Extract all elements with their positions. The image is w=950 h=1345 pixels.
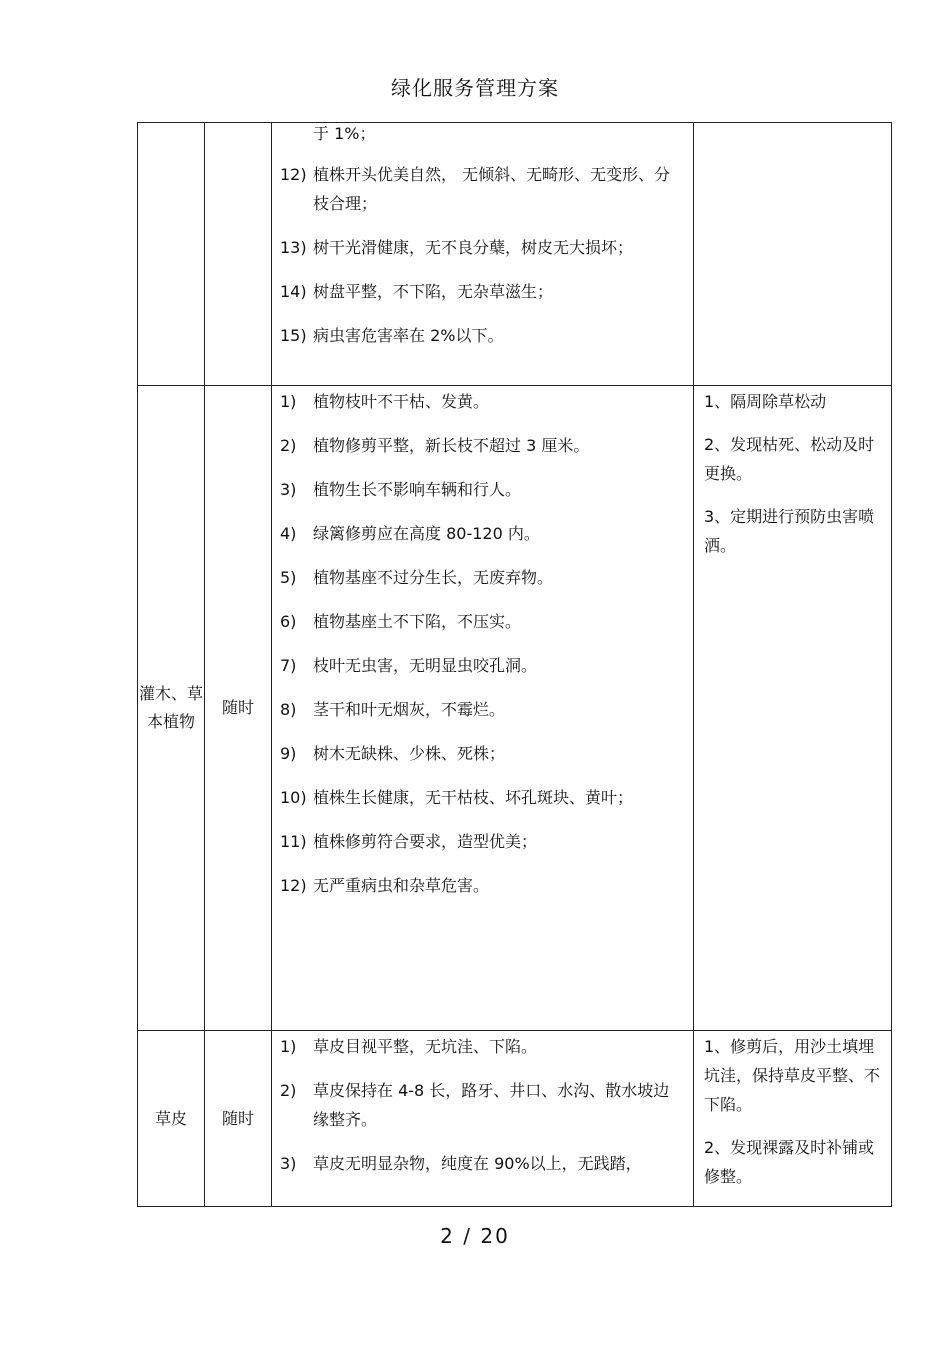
item-text: 植物基座土不下陷，不压实。 (313, 612, 522, 631)
list-item (280, 783, 685, 812)
item-text: 无严重病虫和杂草危害。 (313, 876, 490, 895)
category-cell: 灌木、草本植物 (138, 386, 205, 1031)
item-number: 2) (280, 436, 297, 455)
page-number (0, 1224, 950, 1248)
item-text: 树盘平整，不下陷，无杂草滋生； (313, 282, 554, 301)
item-text: 树木无缺株、少株、死株； (313, 744, 506, 763)
list-item (280, 475, 685, 504)
measures-cell (694, 123, 892, 386)
list-item (280, 160, 685, 218)
frequency-cell: 随时 (205, 386, 272, 1031)
table-row (138, 123, 892, 386)
item-number: 8) (280, 700, 297, 719)
frequency-cell: 随时 (205, 1031, 272, 1207)
frequency-cell (205, 123, 272, 386)
table-row (138, 1031, 892, 1207)
item-text: 绿篱修剪应在高度 80-120 内。 (313, 524, 540, 543)
category-cell (138, 123, 205, 386)
item-text: 植物生长不影响车辆和行人。 (313, 480, 522, 499)
item-text: 枝叶无虫害，无明显虫咬孔洞。 (313, 656, 538, 675)
measure-item: 1、修剪后，用沙土填埋坑洼，保持草皮平整、不下陷。 (704, 1037, 881, 1114)
standards-table (137, 122, 892, 1207)
item-text: 草皮目视平整，无坑洼、下陷。 (313, 1037, 538, 1056)
continuation-text: 于 1%； (313, 124, 376, 143)
standards-list (272, 160, 693, 350)
measure-item: 3、定期进行预防虫害喷洒。 (704, 507, 875, 555)
item-text: 植物基座不过分生长，无废弃物。 (313, 568, 554, 587)
list-item (280, 321, 685, 350)
item-number: 1) (280, 1037, 297, 1056)
item-number: 6) (280, 612, 297, 631)
list-item (280, 651, 685, 680)
item-number: 5) (280, 568, 297, 587)
item-number: 15) (280, 326, 307, 345)
list-item (280, 607, 685, 636)
item-number: 11) (280, 832, 307, 851)
item-number: 13) (280, 238, 307, 257)
list-item (280, 695, 685, 724)
item-text: 植株开头优美自然， 无倾斜、无畸形、无变形、分枝合理； (313, 165, 671, 213)
page-separator: / (463, 1224, 473, 1248)
category-cell: 草皮 (138, 1031, 205, 1207)
item-text: 植株修剪符合要求，造型优美； (313, 832, 538, 851)
page-total: 20 (480, 1224, 510, 1248)
item-number: 3) (280, 1154, 297, 1173)
list-item (280, 1149, 685, 1178)
page-title: 绿化服务管理方案 (391, 76, 559, 100)
table-row (138, 386, 892, 1031)
item-text: 植物枝叶不干枯、发黄。 (313, 392, 490, 411)
item-text: 树干光滑健康，无不良分蘖，树皮无大损坏； (313, 238, 634, 257)
list-item (280, 519, 685, 548)
measure-item: 1、隔周除草松动 (704, 392, 827, 411)
list-item (280, 871, 685, 900)
item-text: 病虫害危害率在 2%以下。 (313, 326, 504, 345)
item-text: 植株生长健康，无干枯枝、坏孔斑块、黄叶； (313, 788, 634, 807)
list-item (280, 827, 685, 856)
measure-item: 2、发现裸露及时补铺或修整。 (704, 1138, 875, 1186)
item-number: 7) (280, 656, 297, 675)
item-number: 3) (280, 480, 297, 499)
item-number: 1) (280, 392, 297, 411)
standards-cell (272, 123, 694, 386)
list-item (280, 563, 685, 592)
measure-item: 2、发现枯死、松动及时更换。 (704, 435, 875, 483)
measures-cell (694, 1031, 892, 1207)
measures-list (694, 1032, 891, 1191)
list-item (280, 1032, 685, 1061)
list-item (280, 277, 685, 306)
list-item (280, 431, 685, 460)
item-number: 12) (280, 165, 307, 184)
item-text: 草皮无明显杂物，纯度在 90%以上，无践踏， (313, 1154, 642, 1173)
item-number: 4) (280, 524, 297, 543)
measures-list (694, 387, 891, 560)
standards-cell (272, 386, 694, 1031)
standards-list (272, 387, 693, 900)
page-current: 2 (440, 1224, 455, 1248)
list-item (280, 387, 685, 416)
standards-list (272, 1032, 693, 1178)
item-number: 9) (280, 744, 297, 763)
item-number: 12) (280, 876, 307, 895)
standards-cell (272, 1031, 694, 1207)
item-number: 10) (280, 788, 307, 807)
item-text: 植物修剪平整，新长枝不超过 3 厘米。 (313, 436, 590, 455)
list-item (280, 739, 685, 768)
item-number: 14) (280, 282, 307, 301)
list-item (280, 233, 685, 262)
item-number: 2) (280, 1081, 297, 1100)
measures-cell (694, 386, 892, 1031)
item-text: 草皮保持在 4-8 长，路牙、井口、水沟、散水坡边缘整齐。 (313, 1081, 670, 1129)
list-item (280, 1076, 685, 1134)
item-text: 茎干和叶无烟灰，不霉烂。 (313, 700, 506, 719)
